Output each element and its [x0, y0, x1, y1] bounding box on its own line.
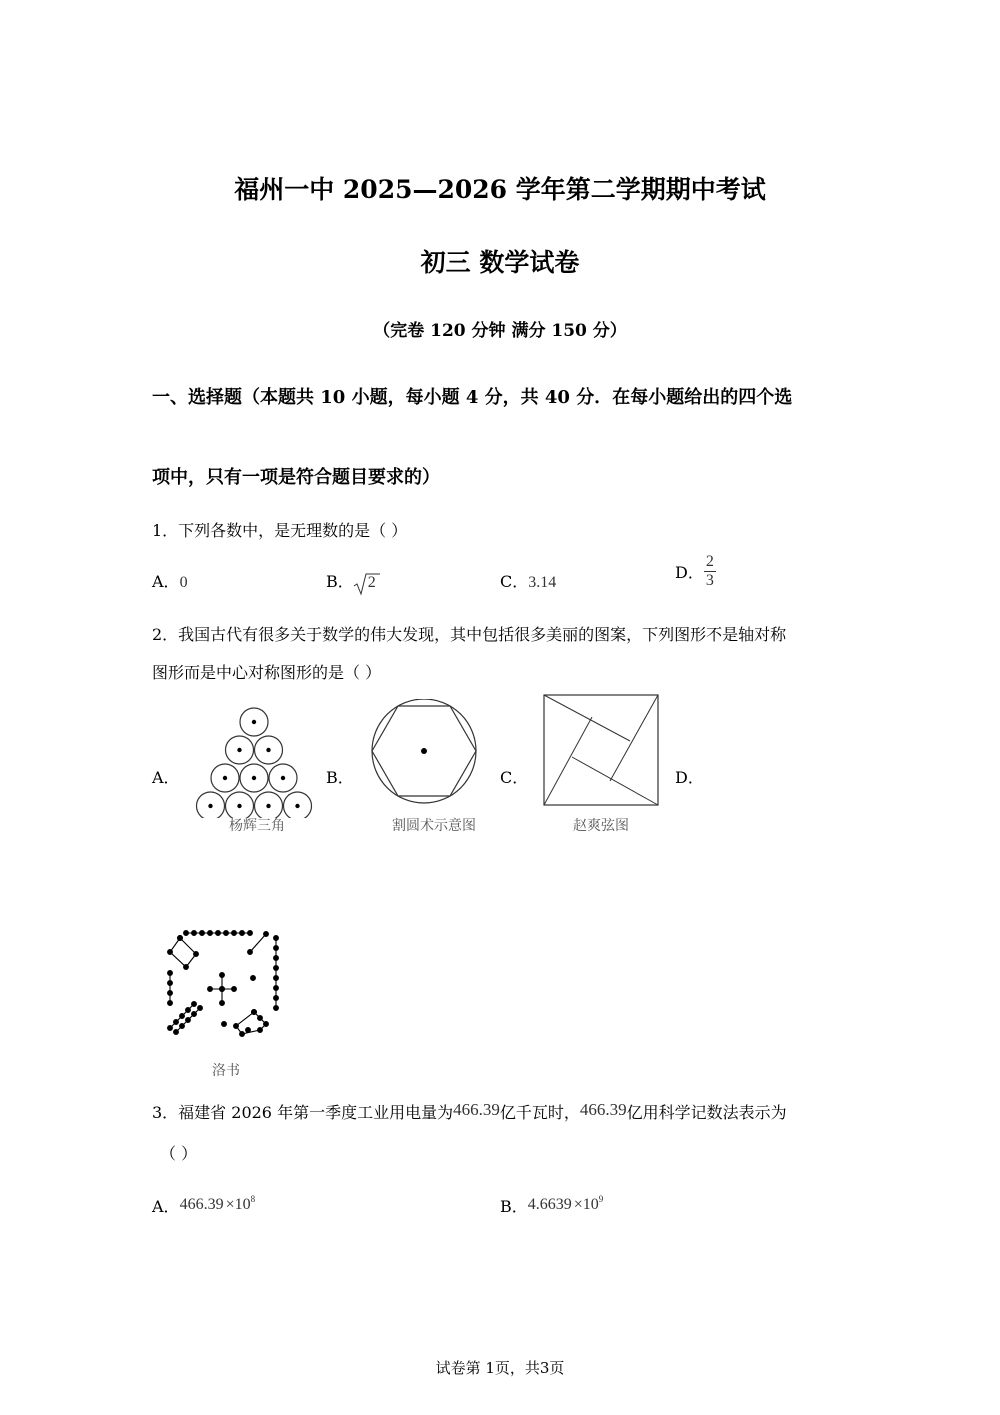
luo-shu-dot — [258, 1016, 263, 1021]
luo-shu-dot — [274, 1006, 279, 1011]
q2-stem-line1: 2．我国古代有很多关于数学的伟大发现，其中包括很多美丽的图案，下列图形不是轴对称 — [152, 625, 787, 644]
q2-option-a-label: A． — [152, 768, 180, 787]
q3-option-a-mantissa: 466.39 — [179, 1196, 224, 1213]
q1-option-b-radicand: 2 — [367, 574, 376, 591]
luo-shu-dot — [174, 1030, 179, 1035]
q3-option-b-exp: 9 — [598, 1193, 604, 1204]
q3-stem-part2: 亿千瓦时， — [499, 1103, 580, 1122]
figure-d-caption: 洛书 — [212, 1063, 240, 1079]
luo-shu-dot — [168, 1026, 173, 1031]
luo-shu-dot — [180, 1024, 185, 1029]
q3-stem-part3: 亿用科学记数法表示为 — [626, 1103, 787, 1122]
luo-shu-line — [250, 934, 266, 952]
circle-cutting-figure — [368, 699, 480, 811]
luo-shu-dot — [220, 973, 225, 978]
luo-shu-dot — [258, 1028, 263, 1033]
q1-stem: 1．下列各数中，是无理数的是（ ） — [152, 521, 408, 540]
q3-option-b-times: ×10 — [573, 1196, 599, 1213]
luo-shu-dot — [220, 1001, 225, 1006]
luo-shu-dot — [240, 931, 245, 936]
luo-shu-dot — [274, 956, 279, 961]
luo-shu-dot — [168, 991, 173, 996]
luo-shu-line — [170, 938, 196, 967]
luo-shu-dot — [168, 971, 173, 976]
triangle-dot — [281, 776, 285, 780]
triangle-dot — [237, 804, 241, 808]
figure-b-caption: 割圆术示意图 — [392, 818, 476, 834]
q1-option-d-label: D． — [675, 563, 704, 582]
luo-shu-dot — [248, 950, 253, 955]
luo-shu-dot — [184, 931, 189, 936]
luo-shu-dot — [248, 931, 253, 936]
exam-subtitle: 初三 数学试卷 — [420, 248, 580, 277]
triangle-dot — [295, 804, 299, 808]
luo-shu-dot — [274, 946, 279, 951]
luo-shu-dot — [168, 1001, 173, 1006]
zhao-shuang-figure — [542, 693, 660, 807]
q3-option-a-exp: 8 — [250, 1193, 256, 1204]
page-footer: 试卷第 1页，共3页 — [435, 1359, 565, 1377]
triangle-dot — [223, 776, 227, 780]
figure-c-caption: 赵爽弦图 — [573, 818, 629, 834]
triangle-dot — [208, 804, 212, 808]
section-heading-line1: 一、选择题（本题共 10 小题，每小题 4 分，共 40 分．在每小题给出的四个选 — [152, 387, 793, 408]
figure-a-caption: 杨辉三角 — [229, 818, 285, 834]
exam-note: （完卷 120 分钟 满分 150 分） — [373, 321, 627, 341]
luo-shu-figure — [162, 928, 284, 1046]
fraction-numerator: 2 — [705, 553, 714, 570]
luo-shu-dot — [274, 936, 279, 941]
luo-shu-dot — [220, 987, 225, 992]
luo-shu-dot — [200, 931, 205, 936]
luo-shu-dot — [264, 1022, 269, 1027]
luo-shu-dot — [198, 1006, 203, 1011]
exam-title: 福州一中 2025—2026 学年第二学期期中考试 — [234, 175, 766, 204]
q3-option-b — [500, 1194, 603, 1217]
triangle-dot — [266, 804, 270, 808]
sqrt-symbol — [354, 574, 376, 592]
luo-shu-dot — [178, 936, 183, 941]
q1-option-b-label: B． — [326, 572, 354, 591]
q3-value2: 466.39 — [579, 1100, 627, 1119]
fraction — [704, 553, 716, 590]
luo-shu-dot — [192, 931, 197, 936]
luo-shu-dot — [251, 976, 256, 981]
q3-option-a-label: A． — [152, 1197, 180, 1216]
q1-option-b — [326, 569, 376, 592]
triangle-dot — [252, 776, 256, 780]
luo-shu-dot — [208, 987, 213, 992]
q1-option-a — [152, 569, 188, 592]
luo-shu-dot — [194, 952, 199, 957]
triangle-dot — [252, 720, 256, 724]
luo-shu-dot — [168, 950, 173, 955]
luo-shu-dot — [264, 932, 269, 937]
q3-value1: 466.39 — [453, 1100, 500, 1119]
q3-option-b-mantissa: 4.6639 — [527, 1196, 572, 1213]
luo-shu-dot — [274, 966, 279, 971]
luo-shu-dot — [208, 931, 213, 936]
luo-shu-dot — [186, 1008, 191, 1013]
q3-option-b-label: B． — [500, 1197, 528, 1216]
q2-option-d-label: D． — [675, 768, 704, 787]
q3-stem-line1 — [152, 1100, 787, 1123]
q3-stem-line2: （ ） — [160, 1144, 198, 1163]
luo-shu-dot — [246, 1028, 251, 1033]
q3-option-a — [152, 1194, 255, 1217]
q2-option-c-label: C． — [500, 768, 529, 787]
luo-shu-dot — [184, 965, 189, 970]
q3-option-a-times: ×10 — [225, 1196, 251, 1213]
luo-shu-dot — [174, 1020, 179, 1025]
q3-stem-part1: 3．福建省 2026 年第一季度工业用电量为 — [152, 1103, 454, 1122]
section-heading-line2: 项中，只有一项是符合题目要求的） — [152, 467, 440, 488]
luo-shu-dot — [232, 987, 237, 992]
q1-option-d — [675, 553, 716, 590]
triangle-dot — [266, 748, 270, 752]
q1-option-a-value: 0 — [179, 574, 188, 591]
q1-option-c-value: 3.14 — [528, 574, 557, 591]
yang-hui-triangle-figure — [192, 703, 322, 818]
luo-shu-dot — [192, 1012, 197, 1017]
luo-shu-dot — [186, 1018, 191, 1023]
luo-shu-dot — [274, 996, 279, 1001]
luo-shu-dot — [216, 931, 221, 936]
luo-shu-dot — [192, 1002, 197, 1007]
fraction-denominator: 3 — [705, 572, 714, 589]
luo-shu-dot — [168, 981, 173, 986]
luo-shu-dot — [222, 1022, 227, 1027]
q1-option-c — [500, 569, 556, 592]
luo-shu-dot — [232, 931, 237, 936]
triangle-dot — [237, 748, 241, 752]
luo-shu-dot — [240, 1032, 245, 1037]
luo-shu-dot — [224, 931, 229, 936]
q1-option-a-label: A． — [152, 572, 180, 591]
luo-shu-dot — [252, 1010, 257, 1015]
luo-shu-dot — [234, 1024, 239, 1029]
q2-option-b-label: B． — [326, 768, 354, 787]
luo-shu-dot — [274, 976, 279, 981]
q1-option-c-label: C． — [500, 572, 529, 591]
luo-shu-dot — [274, 986, 279, 991]
luo-shu-dot — [180, 1014, 185, 1019]
q2-stem-line2: 图形而是中心对称图形的是（ ） — [152, 663, 382, 682]
